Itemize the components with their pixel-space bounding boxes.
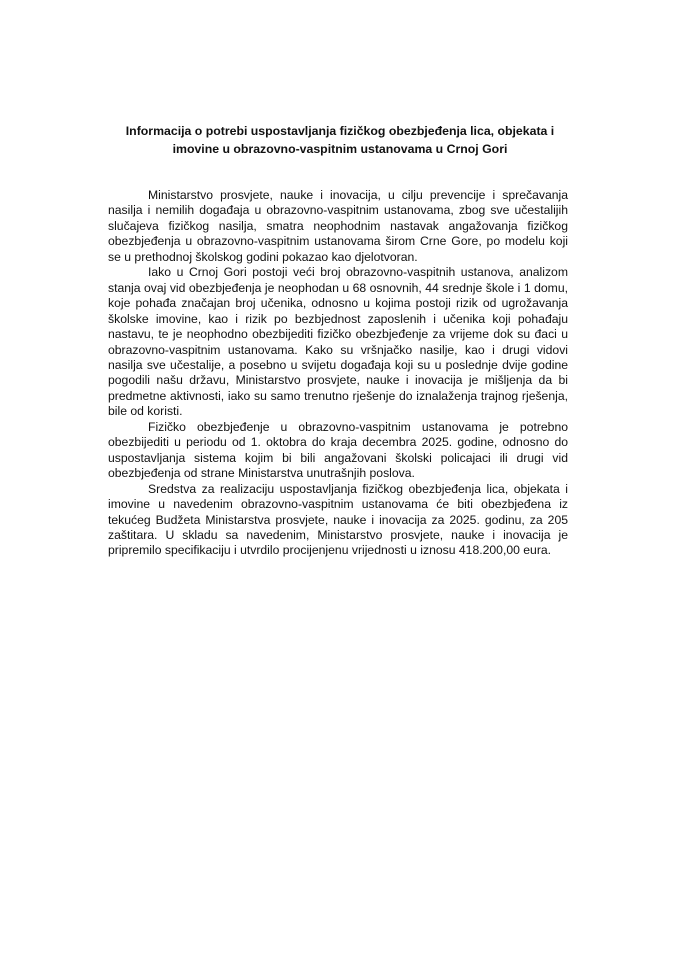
paragraph-2: Iako u Crnoj Gori postoji veći broj obrazovno-vaspitnih ustanova, analizom stanja ovaj vid obezbjeđenja je neophodan u 68 osnovnih, 44 srednje škole i 1 domu, koje pohađa značajan broj učenika, odnosno u kojima postoji rizik od ugrožavanja školske imovine, kao i rizik po bezbjednost zaposlenih i učenika koji pohađaju nastavu, te je neophodno obezbijediti fizičko obezbjeđenje za vrijeme dok su đaci u obrazovno-vaspitnim ustanovama. Kako su vršnjačko nasilje, kao i drugi vidovi nasilja sve učestalije, a posebno u svijetu događaja koji su u poslednje dvije godine pogodili našu državu, Ministarstvo prosvjete, nauke i inovacija je mišljenja da bi predmetne aktivnosti, iako su samo trenutno rješenje do iznalaženja trajnog rješenja, bile od koristi. bbox=[108, 265, 568, 419]
title-line-2: imovine u obrazovno-vaspitnim ustanovama u Crnoj Gori bbox=[172, 142, 508, 156]
document-body bbox=[108, 188, 568, 559]
title-line-1: Informacija o potrebi uspostavljanja fizičkog obezbjeđenja lica, objekata i bbox=[125, 124, 555, 138]
document-title bbox=[60, 122, 620, 158]
paragraph-3: Fizičko obezbjeđenje u obrazovno-vaspitnim ustanovama je potrebno obezbijediti u periodu od 1. oktobra do kraja decembra 2025. godine, odnosno do uspostavljanja sistema kojim bi bili angažovani školski policajaci ili drugi vid obezbjeđenja od strane Ministarstva unutrašnjih poslova. bbox=[108, 419, 568, 481]
paragraph-4: Sredstva za realizaciju uspostavljanja fizičkog obezbjeđenja lica, objekata i imovine u navedenim obrazovno-vaspitnim ustanovama će biti obezbjeđena iz tekućeg Budžeta Ministarstva prosvjete, nauke i inovacija za 2025. godinu, za 205 zaštitara. U skladu sa navedenim, Ministarstvo prosvjete, nauke i inovacija je pripremilo specifikaciju i utvrdilo procijenjenu vrijednosti u iznosu 418.200,00 eura. bbox=[108, 481, 568, 558]
paragraph-1: Ministarstvo prosvjete, nauke i inovacija, u cilju prevencije i sprečavanja nasilja i nemilih događaja u obrazovno-vaspitnim ustanovama, zbog sve učestalijih slučajeva fizičkog nasilja, smatra neophodnim nastavak angažovanja fizičkog obezbjeđenja u obrazovno-vaspitnim ustanovama širom Crne Gore, po modelu koji se u prethodnoj školskog godini pokazao kao djelotvoran. bbox=[108, 188, 568, 264]
